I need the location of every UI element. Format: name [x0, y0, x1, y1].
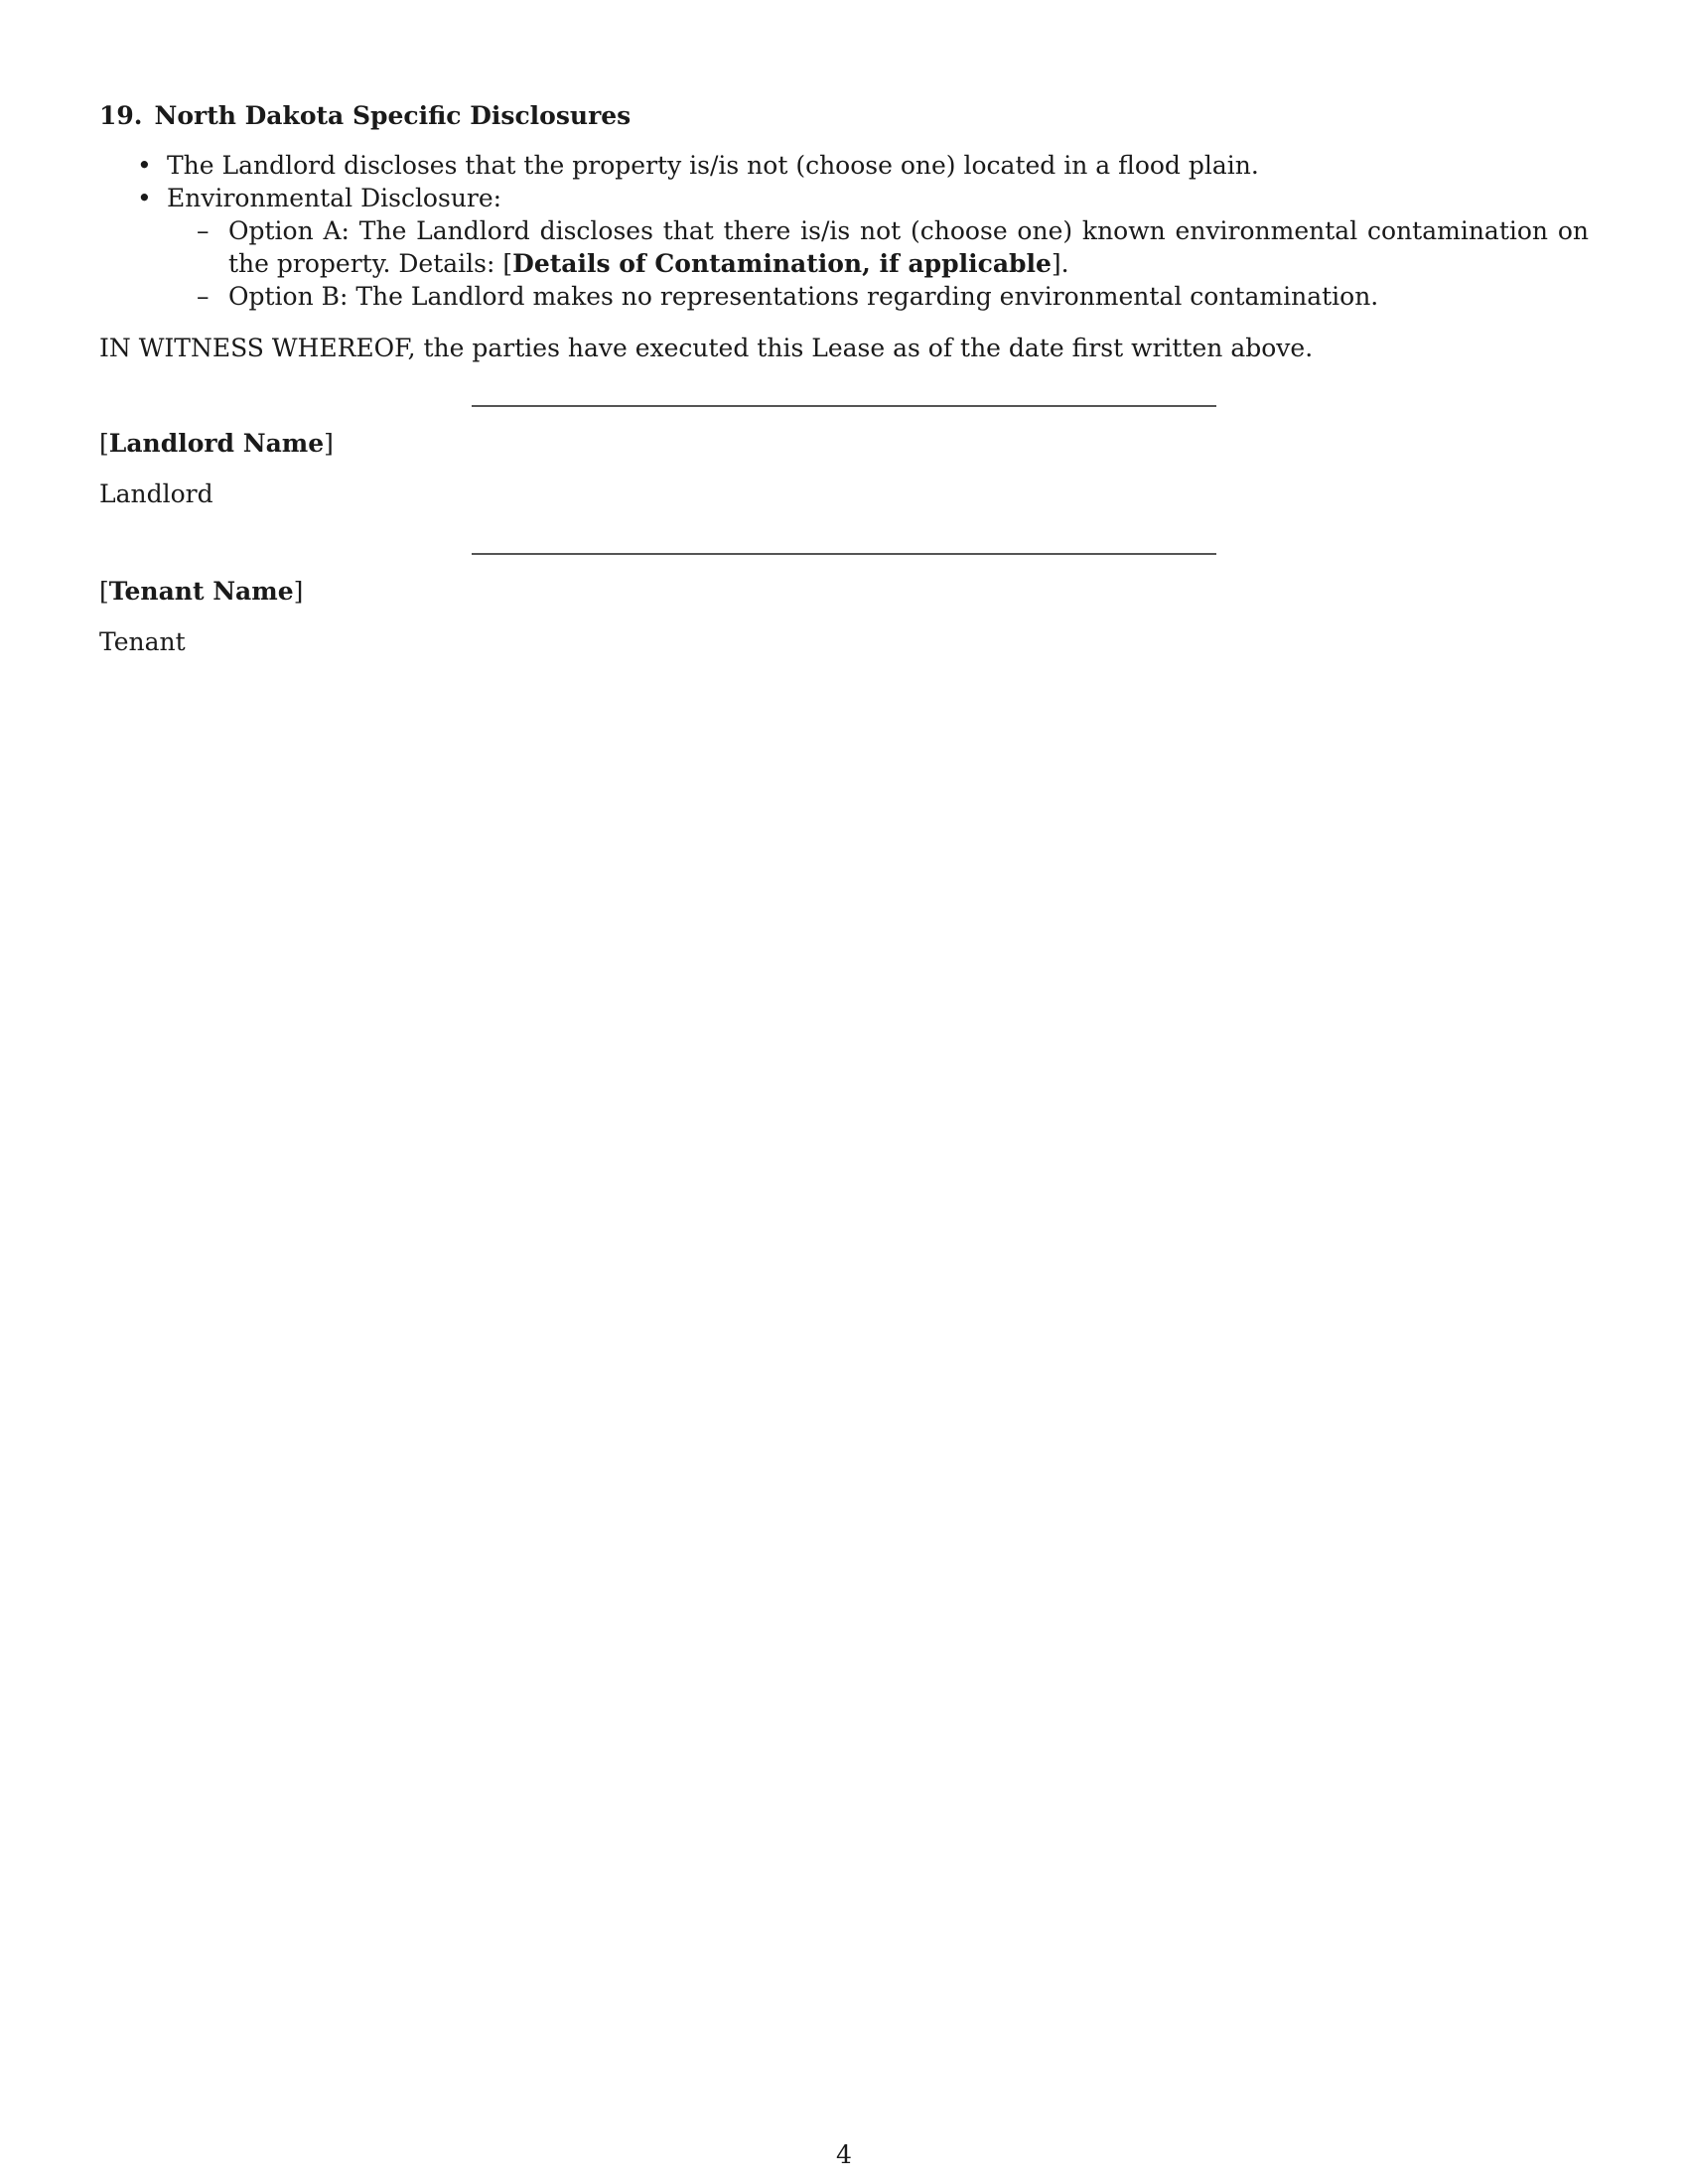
- list-item-option-b: [167, 280, 1589, 313]
- option-a-text: Option A: The Landlord discloses that there is/is not (choose one) known environmental contamination on the property. Details:: [228, 216, 1589, 278]
- list-item-option-a: [167, 214, 1589, 280]
- tenant-bracket-close: ]: [293, 577, 304, 606]
- tenant-name-placeholder: [99, 575, 303, 609]
- section-heading: [99, 99, 631, 133]
- disclosure-list: [99, 149, 1589, 313]
- tenant-signature-line: [472, 553, 1216, 555]
- witness-clause: IN WITNESS WHEREOF, the parties have executed this Lease as of the date first written above.: [99, 334, 1314, 362]
- landlord-signature-line: [472, 405, 1216, 407]
- option-a-bracket-open: [: [502, 249, 513, 278]
- tenant-name: Tenant Name: [108, 577, 294, 606]
- flood-disclosure-text: The Landlord discloses that the property is/is not (choose one) located in a flood plain.: [167, 151, 1259, 180]
- option-a-bracket-close: ].: [1051, 249, 1069, 278]
- option-a-placeholder: Details of Contamination, if applicable: [512, 249, 1052, 278]
- landlord-role: Landlord: [99, 479, 213, 508]
- landlord-bracket-open: [: [99, 429, 109, 458]
- list-item-flood-disclosure: [99, 149, 1589, 182]
- tenant-bracket-open: [: [99, 577, 109, 606]
- environmental-disclosure-label: Environmental Disclosure:: [167, 184, 502, 212]
- tenant-role: Tenant: [99, 627, 186, 656]
- list-item-environmental-disclosure: [99, 182, 1589, 313]
- option-b-text: Option B: The Landlord makes no representations regarding environmental contamination.: [228, 282, 1379, 311]
- section-title: North Dakota Specific Disclosures: [154, 101, 632, 130]
- landlord-bracket-close: ]: [324, 429, 334, 458]
- section-number: 19.: [99, 101, 143, 130]
- landlord-name-placeholder: [99, 427, 334, 461]
- landlord-name: Landlord Name: [108, 429, 325, 458]
- environmental-options-list: [167, 214, 1589, 313]
- page-number: 4: [836, 2140, 852, 2169]
